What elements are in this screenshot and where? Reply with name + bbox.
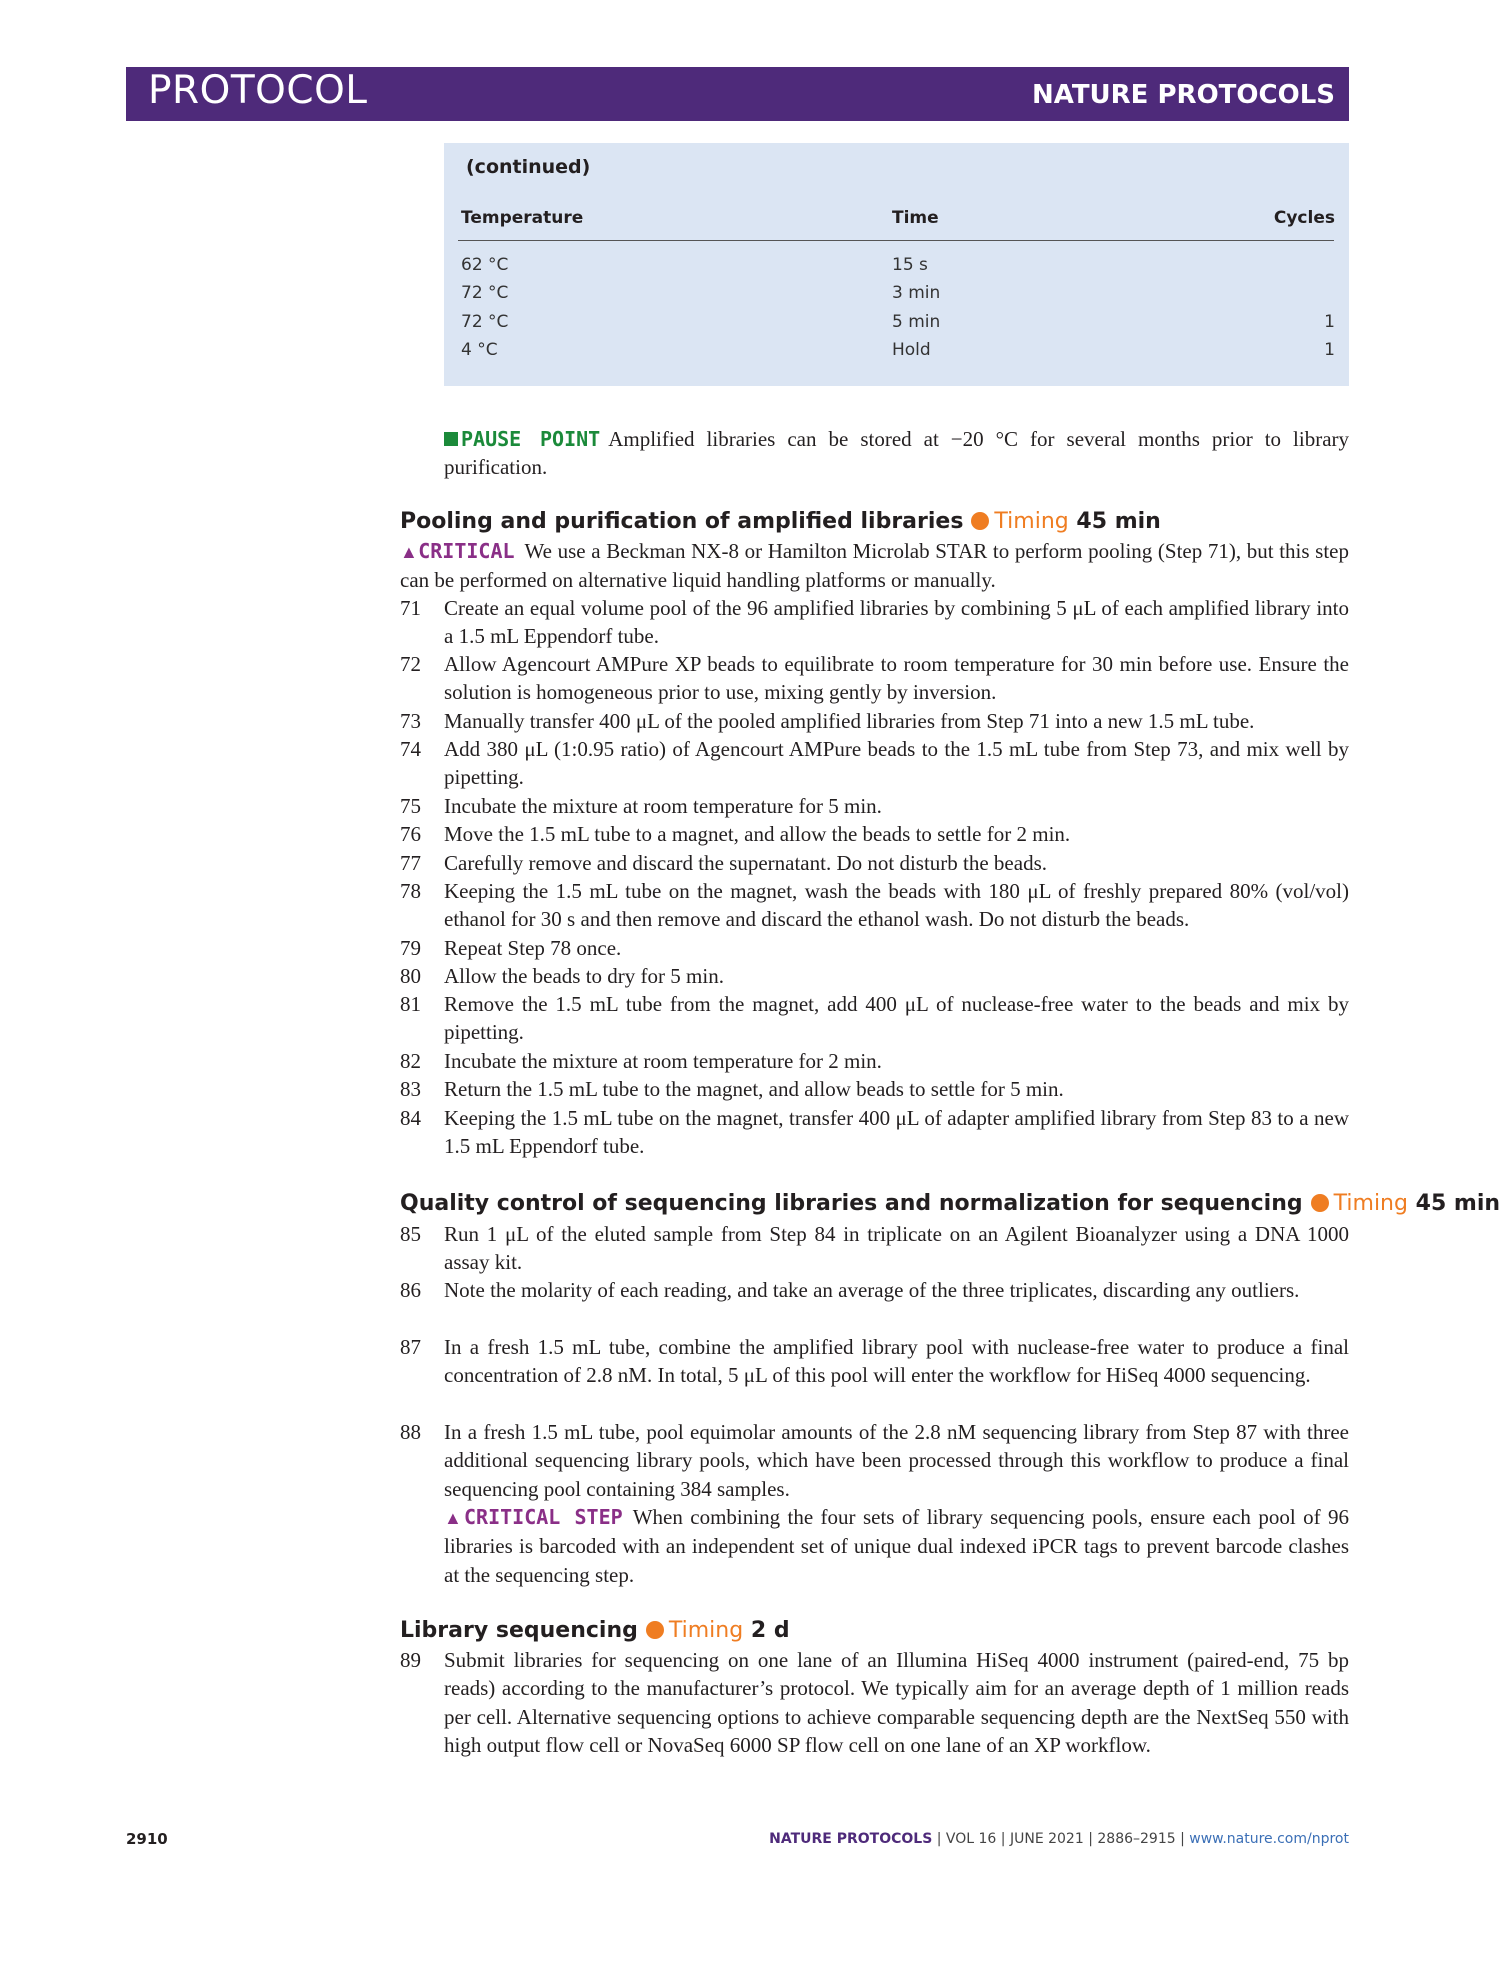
footer-journal: NATURE PROTOCOLS [769,1831,933,1847]
step-number: 88 [400,1420,421,1444]
pause-point-label: PAUSE POINT [461,427,601,451]
list-item [400,1418,1349,1503]
step-text: Add 380 μL (1:0.95 ratio) of Agencourt AMPure beads to the 1.5 mL tube from Step 73, and mix well by pipetting. [444,737,1349,790]
step-number: 71 [400,596,421,620]
section-title: Quality control of sequencing libraries and normalization for sequencing [400,1191,1303,1216]
step-text: Keeping the 1.5 mL tube on the magnet, wash the beads with 180 μL of freshly prepared 80% (vol/vol) ethanol for 30 s and then remove and discard the ethanol wash. Do not disturb the beads. [444,879,1349,932]
list-item [400,1104,1349,1161]
page-number: 2910 [126,1830,168,1848]
triangle-icon: ▲ [400,542,419,562]
list-item [400,820,1349,848]
step-number: 86 [400,1278,421,1302]
list-item [400,1646,1349,1759]
list-item [400,707,1349,735]
step-number: 73 [400,709,421,733]
timing-value: 2 d [750,1618,790,1643]
step-number: 75 [400,794,421,818]
step-text: Incubate the mixture at room temperature for 5 min. [444,794,882,818]
list-item [400,877,1349,934]
step-text: Create an equal volume pool of the 96 amplified libraries by combining 5 μL of each amplified library into a 1.5 mL Eppendorf tube. [444,596,1349,649]
table-cell: 1 [1324,312,1335,332]
step-number: 89 [400,1648,421,1672]
step-text: Allow Agencourt AMPure XP beads to equilibrate to room temperature for 30 min before use. Ensure the solution is homogeneous prior to use, mixing gently by inversion. [444,652,1349,705]
step-number: 72 [400,652,421,676]
list-item [400,849,1349,877]
step-text: Return the 1.5 mL tube to the magnet, and allow beads to settle for 5 min. [444,1077,1064,1101]
timing-dot-icon [971,512,989,530]
list-item [400,1333,1349,1390]
table-cell: 4 °C [461,340,498,360]
section-heading-qc [400,1191,1500,1216]
section-heading-sequencing [400,1618,790,1643]
critical-step-label: CRITICAL STEP [463,1505,623,1529]
step-number: 84 [400,1106,421,1130]
footer-pages: 2886–2915 [1097,1831,1176,1847]
step-number: 87 [400,1335,421,1359]
table-row [444,340,1349,364]
footer-volume: VOL 16 [945,1831,997,1847]
section-title: Library sequencing [400,1618,638,1643]
pause-point [444,425,1349,481]
table-cell: 62 °C [461,255,509,275]
table-header-temperature: Temperature [461,208,584,228]
header-banner [126,67,1349,121]
step-text: Run 1 μL of the eluted sample from Step 84 in triplicate on an Agilent Bioanalyzer using a DNA 1000 assay kit. [444,1222,1349,1275]
step-text: In a fresh 1.5 mL tube, combine the amplified library pool with nuclease-free water to produce a final concentration of 2.8 nM. In total, 5 μL of this pool will enter the workflow for HiSeq 4000 sequencing. [444,1335,1349,1388]
pause-square-icon [444,432,458,446]
pcr-table [444,143,1349,386]
step-number: 81 [400,992,421,1016]
step-number: 83 [400,1077,421,1101]
list-item [400,990,1349,1047]
table-row [444,283,1349,307]
footer-date: JUNE 2021 [1009,1831,1084,1847]
timing-label: Timing [994,509,1069,534]
list-item [400,1276,1349,1304]
pause-point-text: Amplified libraries can be stored at −20 °C for several months prior to library purification. [444,427,1350,479]
table-cell: 1 [1324,340,1335,360]
critical-step-note [400,1503,1349,1589]
timing-label: Timing [1333,1191,1408,1216]
list-item [400,792,1349,820]
step-number: 85 [400,1222,421,1246]
timing-dot-icon [1311,1194,1329,1212]
step-number: 78 [400,879,421,903]
table-header-cycles: Cycles [1273,208,1335,228]
step-text: Repeat Step 78 once. [444,936,622,960]
list-item [400,1075,1349,1103]
step-text: Note the molarity of each reading, and take an average of the three triplicates, discarding any outliers. [444,1278,1300,1302]
table-cell: 72 °C [461,283,509,303]
list-item [400,1220,1349,1277]
footer-url[interactable]: www.nature.com/nprot [1189,1831,1349,1847]
footer-citation: NATURE PROTOCOLS | VOL 16 | JUNE 2021 | 2886–2915 | www.nature.com/nprot [769,1831,1349,1847]
step-text: Move the 1.5 mL tube to a magnet, and allow the beads to settle for 2 min. [444,822,1071,846]
protocol-label: PROTOCOL [148,68,368,113]
step-text: Manually transfer 400 μL of the pooled amplified libraries from Step 71 into a new 1.5 mL tube. [444,709,1255,733]
critical-note [400,537,1349,595]
timing-dot-icon [646,1621,664,1639]
journal-name: NATURE PROTOCOLS [1031,80,1335,110]
triangle-icon: ▲ [444,1508,464,1528]
step-number: 77 [400,851,421,875]
table-cell: Hold [892,340,931,360]
table-continued-label: (continued) [466,156,591,178]
list-item [400,650,1349,707]
critical-label: CRITICAL [418,539,515,563]
table-cell: 5 min [892,312,941,332]
table-cell: 72 °C [461,312,509,332]
step-text: Carefully remove and discard the supernatant. Do not disturb the beads. [444,851,1047,875]
step-text: Remove the 1.5 mL tube from the magnet, add 400 μL of nuclease-free water to the beads and mix by pipetting. [444,992,1349,1045]
step-text: Incubate the mixture at room temperature for 2 min. [444,1049,882,1073]
step-text: Keeping the 1.5 mL tube on the magnet, transfer 400 μL of adapter amplified library from Step 83 to a new 1.5 mL Eppendorf tube. [444,1106,1349,1159]
timing-label: Timing [668,1618,744,1643]
timing-value: 45 min [1076,509,1161,534]
list-item [400,962,1349,990]
list-item [400,1047,1349,1075]
table-cell: 3 min [892,283,941,303]
list-item [400,594,1349,651]
section-heading-pooling [400,509,1161,534]
table-row [444,312,1349,336]
section-title: Pooling and purification of amplified libraries [400,509,964,534]
step-text: Allow the beads to dry for 5 min. [444,964,724,988]
critical-text: We use a Beckman NX-8 or Hamilton Microlab STAR to perform pooling (Step 71), but this step can be performed on alternative liquid handling platforms or manually. [400,539,1349,593]
table-rule [458,240,1334,241]
step-number: 82 [400,1049,421,1073]
step-text: In a fresh 1.5 mL tube, pool equimolar amounts of the 2.8 nM sequencing library from Step 87 with three additional sequencing library pools, which have been processed through this workflow to produce a final sequencing pool containing 384 samples. [444,1420,1349,1501]
step-number: 76 [400,822,421,846]
table-cell: 15 s [892,255,928,275]
step-number: 79 [400,936,421,960]
step-text: Submit libraries for sequencing on one lane of an Illumina HiSeq 4000 instrument (paired-end, 75 bp reads) according to the manufacturer’s protocol. We typically aim for an average depth of 1 million reads per cell. Alternative sequencing options to achieve comparable sequencing depth are the NextSeq 550 with high output flow cell or NovaSeq 6000 SP flow cell on one lane of an XP workflow. [444,1648,1349,1757]
list-item [400,934,1349,962]
critical-step-text: When combining the four sets of library sequencing pools, ensure each pool of 96 libraries is barcoded with an independent set of unique dual indexed iPCR tags to prevent barcode clashes at the sequencing step. [444,1505,1349,1587]
list-item [400,735,1349,792]
table-row [444,255,1349,279]
table-header-time: Time [892,208,939,228]
step-number: 74 [400,737,421,761]
timing-value: 45 min [1415,1191,1500,1216]
step-number: 80 [400,964,421,988]
